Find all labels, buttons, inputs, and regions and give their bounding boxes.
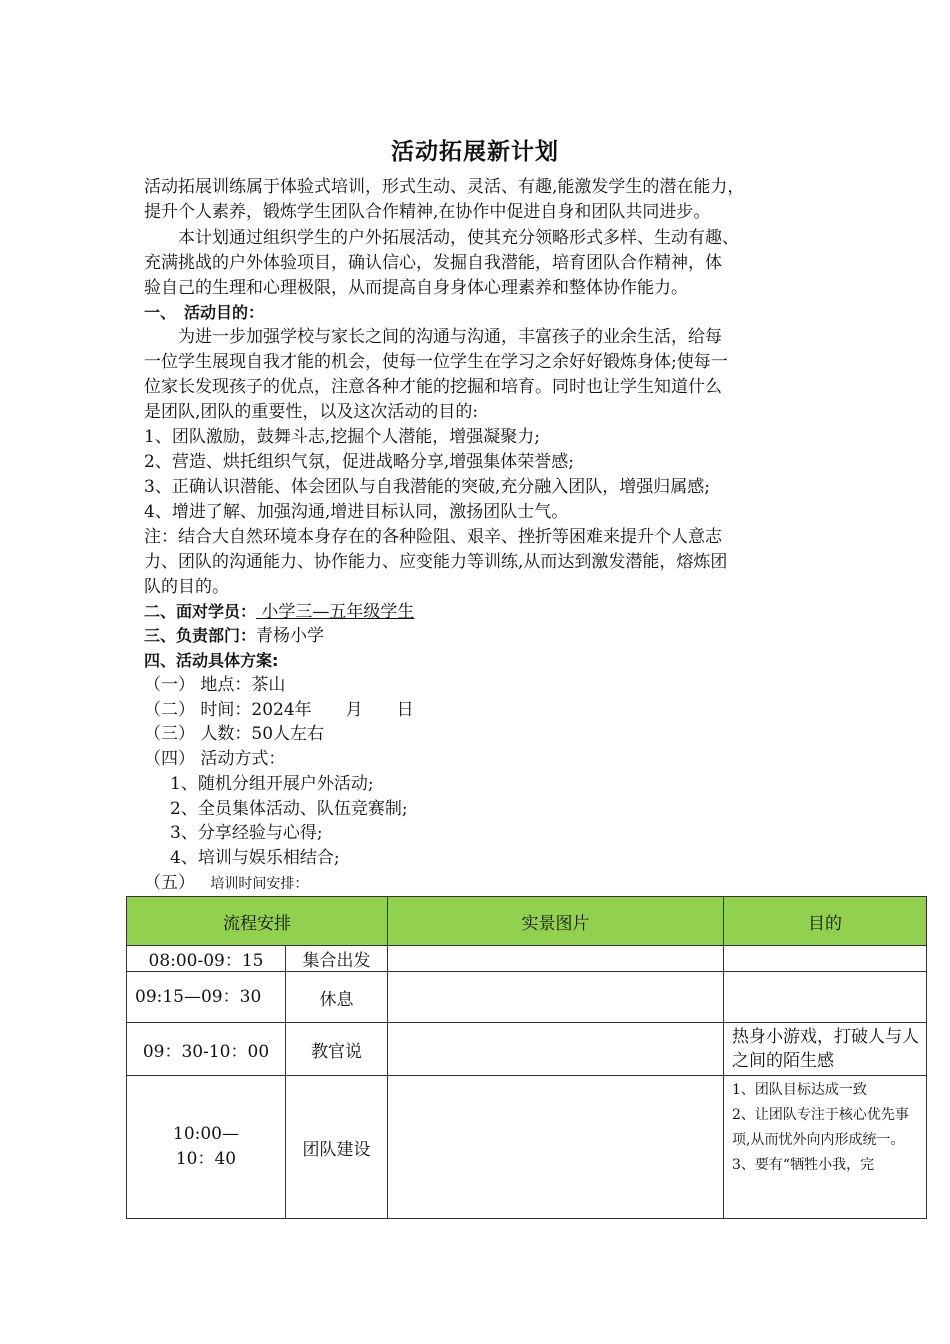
note-line: 注：结合大自然环境本身存在的各种险阻、艰辛、挫折等困难来提升个人意志 bbox=[144, 527, 722, 547]
section-1-paragraph: 是团队,团队的重要性，以及这次活动的目的: bbox=[144, 402, 479, 422]
schedule-label-text: 培训时间安排： bbox=[210, 876, 309, 892]
method-item: 4、培训与娱乐相结合; bbox=[170, 848, 340, 868]
aim-line: 1、团队目标达成一致 bbox=[732, 1082, 867, 1098]
aim-cell bbox=[724, 1076, 927, 1219]
aim-item: 2、营造、烘托组织气氛，促进战略分享,增强集体荣誉感; bbox=[144, 452, 574, 472]
section-3 bbox=[144, 624, 324, 648]
aim-cell bbox=[724, 972, 927, 1023]
item-cell: 教官说 bbox=[286, 1023, 388, 1076]
item-cell: 集合出发 bbox=[286, 946, 388, 972]
aim-item: 1、团队激励，鼓舞斗志,挖掘个人潜能，增强凝聚力; bbox=[144, 427, 540, 447]
method-item: 3、分享经验与心得; bbox=[170, 823, 323, 843]
aim-cell bbox=[724, 946, 927, 972]
intro-line: 验自己的生理和心理极限，从而提高自身身体心理素养和整体协作能力。 bbox=[144, 278, 688, 298]
plan-detail: （四） 活动方式： bbox=[144, 749, 286, 769]
plan-detail: （二） 时间：2024年 月 日 bbox=[144, 700, 414, 720]
note-line: 力、团队的沟通能力、协作能力、应变能力等训练,从而达到激发潜能，熔炼团 bbox=[144, 552, 728, 572]
photo-cell bbox=[388, 1076, 724, 1219]
plan-detail: （三） 人数：50人左右 bbox=[144, 724, 325, 744]
table-row bbox=[127, 972, 927, 1023]
photo-cell bbox=[388, 972, 724, 1023]
table-header-row bbox=[127, 897, 927, 946]
section-3-value: 青杨小学 bbox=[256, 626, 325, 646]
time-cell: 10:00—10：40 bbox=[127, 1076, 286, 1219]
aim-line: 3、要有“牺牲小我，完 bbox=[732, 1157, 875, 1173]
table-row bbox=[127, 1023, 927, 1076]
table-row bbox=[127, 1076, 927, 1219]
section-1-paragraph: 位家长发现孩子的优点，注意各种才能的挖掘和培育。同时也让学生知道什么 bbox=[144, 377, 722, 397]
time-cell: 08:00-09：15 bbox=[127, 946, 286, 972]
note-line: 队的目的。 bbox=[144, 577, 229, 597]
intro-line: 本计划通过组织学生的户外拓展活动，使其充分领略形式多样、生动有趣、 bbox=[144, 228, 739, 248]
photo-cell bbox=[388, 1023, 724, 1076]
aim-item: 4、增进了解、加强沟通,增进目标认同，激扬团队士气。 bbox=[144, 502, 569, 522]
intro-line: 活动拓展训练属于体验式培训，形式生动、灵活、有趣,能激发学生的潜在能力， bbox=[144, 177, 745, 197]
section-1-heading: 一、 活动目的： bbox=[144, 303, 265, 322]
section-2-value: 小学三—五年级学生 bbox=[256, 602, 415, 622]
plan-detail: （一） 地点：茶山 bbox=[144, 675, 286, 695]
time-cell: 09：30-10：00 bbox=[127, 1023, 286, 1076]
method-item: 2、全员集体活动、队伍竞赛制; bbox=[170, 799, 408, 819]
item-cell: 团队建设 bbox=[286, 1076, 388, 1219]
schedule-label bbox=[144, 871, 308, 896]
item-cell: 休息 bbox=[286, 972, 388, 1023]
intro-line: 充满挑战的户外体验项目，确认信心，发掘自我潜能，培育团队合作精神，体 bbox=[144, 253, 722, 273]
schedule-table bbox=[126, 896, 927, 1219]
header-aim: 目的 bbox=[724, 897, 927, 946]
section-3-label: 三、负责部门： bbox=[144, 626, 257, 645]
section-2 bbox=[144, 600, 414, 624]
aim-line: 2、让团队专注于核心优先事项,从而忧外向内形成统一。 bbox=[732, 1107, 909, 1148]
section-1-paragraph: 一位学生展现自我才能的机会，使每一位学生在学习之余好好锻炼身体;使每一 bbox=[144, 352, 728, 372]
section-2-label: 二、面对学员： bbox=[144, 602, 257, 621]
section-4-heading: 四、活动具体方案: bbox=[144, 651, 279, 670]
aim-cell: 热身小游戏，打破人与人之间的陌生感 bbox=[724, 1023, 927, 1076]
time-cell: 09:15—09：30 bbox=[127, 972, 286, 1023]
header-photo: 实景图片 bbox=[388, 897, 724, 946]
photo-cell bbox=[388, 946, 724, 972]
aim-item: 3、正确认识潜能、体会团队与自我潜能的突破,充分融入团队，增强归属感; bbox=[144, 477, 710, 497]
schedule-label-num: （五） bbox=[144, 873, 195, 893]
header-flow: 流程安排 bbox=[127, 897, 388, 946]
method-item: 1、随机分组开展户外活动; bbox=[170, 774, 374, 794]
section-1-paragraph: 为进一步加强学校与家长之间的沟通与沟通，丰富孩子的业余生活，给每 bbox=[144, 327, 722, 347]
document-title: 活动拓展新计划 bbox=[391, 139, 559, 165]
table-row bbox=[127, 946, 927, 972]
intro-line: 提升个人素养，锻炼学生团队合作精神,在协作中促进自身和团队共同进步。 bbox=[144, 202, 711, 222]
